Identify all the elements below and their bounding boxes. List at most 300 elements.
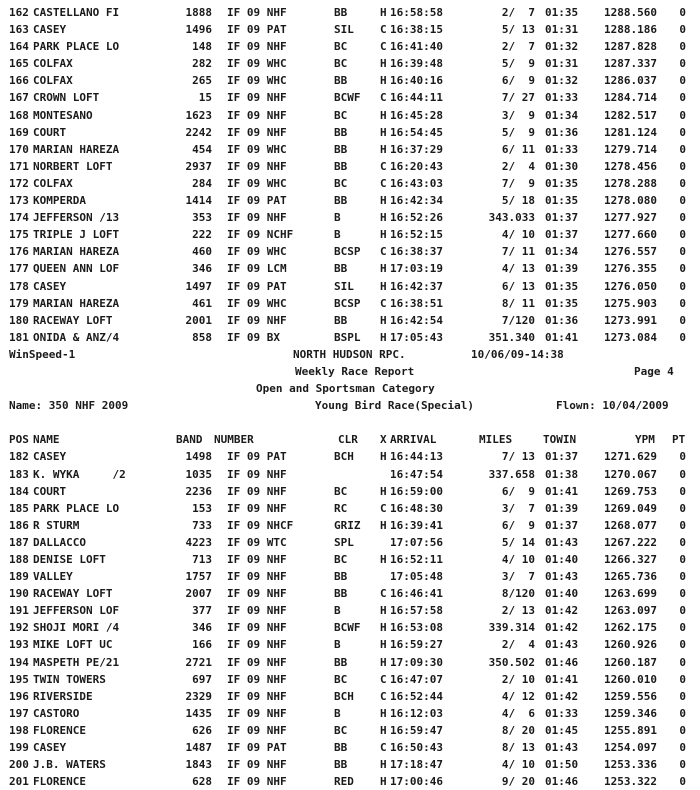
table-row: [9, 636, 692, 653]
cell-band: 461: [192, 296, 212, 310]
cell-x: H: [380, 108, 387, 122]
cell-pos: 162: [9, 6, 29, 19]
cell-pt: 0: [679, 655, 686, 669]
cell-number: IF 09 WHC: [227, 57, 287, 71]
cell-arrival: 16:37:29: [390, 142, 443, 156]
cell-band: 1487: [185, 741, 212, 755]
cell-ypm: 1266.327: [604, 553, 657, 566]
cell-pt: 0: [679, 211, 686, 225]
cell-arrival: 16:59:27: [390, 638, 443, 652]
cell-arrival: 16:43:03: [390, 176, 443, 190]
cell-pt: 0: [679, 296, 686, 310]
cell-arrival: 17:18:47: [390, 758, 443, 772]
cell-pt: 0: [679, 723, 686, 737]
cell-band: 1623: [185, 108, 212, 122]
cell-clr: SIL: [334, 23, 354, 37]
cell-pos: 193: [9, 638, 29, 652]
cell-x: H: [380, 262, 387, 276]
cell-clr: BCSP: [334, 245, 361, 259]
cell-towin: 01:35: [545, 176, 579, 190]
cell-name: COURT: [33, 484, 67, 498]
cell-ypm: 1277.927: [604, 211, 657, 225]
cell-clr: SPL: [334, 535, 354, 549]
race-type: Young Bird Race(Special): [315, 399, 474, 413]
cell-x: H: [380, 723, 387, 737]
cell-pt: 0: [679, 330, 686, 344]
cell-band: 2937: [185, 159, 212, 173]
cell-clr: BC: [334, 672, 348, 686]
table-row: [9, 226, 692, 243]
cell-pt: 0: [679, 125, 686, 139]
cell-pos: 176: [9, 245, 29, 259]
cell-ypm: 1276.050: [604, 279, 657, 293]
cell-ypm: 1270.067: [604, 467, 657, 481]
col-header-clr: CLR: [338, 433, 358, 447]
cell-band: 166: [192, 638, 212, 652]
cell-name: COLFAX: [33, 74, 73, 88]
cell-name: COURT: [33, 125, 67, 139]
cell-number: IF 09 NHF: [227, 159, 287, 173]
cell-name: DALLACCO: [33, 535, 86, 549]
cell-ypm: 1278.080: [604, 194, 657, 208]
cell-number: IF 09 NHF: [227, 467, 287, 481]
table-row: [9, 107, 692, 124]
cell-towin: 01:42: [545, 621, 579, 635]
table-row: [9, 448, 692, 465]
cell-band: 2001: [185, 313, 212, 327]
cell-ypm: 1271.629: [604, 450, 657, 464]
cell-number: IF 09 NHF: [227, 313, 287, 327]
cell-name: FLORENCE: [33, 723, 86, 737]
cell-arrival: 16:58:58: [390, 6, 443, 19]
cell-ypm: 1269.753: [604, 484, 657, 498]
cell-name: CASEY: [33, 741, 67, 755]
cell-pos: 171: [9, 159, 29, 173]
cell-name: FLORENCE: [33, 775, 86, 789]
cell-clr: B: [334, 228, 341, 242]
cell-pos: 181: [9, 330, 29, 344]
cell-ypm: 1260.010: [604, 672, 657, 686]
table-row: [9, 312, 692, 329]
cell-towin: 01:45: [545, 723, 579, 737]
cell-number: IF 09 PAT: [227, 741, 287, 755]
cell-band: 713: [192, 553, 212, 566]
cell-towin: 01:43: [545, 741, 579, 755]
cell-clr: SIL: [334, 279, 354, 293]
cell-name: MONTESANO: [33, 108, 93, 122]
table-row: [9, 619, 692, 636]
cell-ypm: 1287.337: [604, 57, 657, 71]
table-row: [9, 21, 692, 38]
table-row: [9, 705, 692, 722]
table-row: [9, 89, 692, 106]
cell-number: IF 09 NHF: [227, 655, 287, 669]
cell-pt: 0: [679, 518, 686, 532]
cell-pt: 0: [679, 621, 686, 635]
cell-pos: 180: [9, 313, 29, 327]
cell-pt: 0: [679, 638, 686, 652]
column-header-row: [9, 431, 692, 448]
cell-clr: BC: [334, 484, 348, 498]
cell-towin: 01:50: [545, 758, 579, 772]
cell-x: H: [380, 194, 387, 208]
cell-pt: 0: [679, 450, 686, 464]
cell-ypm: 1253.322: [604, 775, 657, 789]
cell-pt: 0: [679, 758, 686, 772]
cell-band: 1498: [185, 450, 212, 464]
cell-band: 1888: [185, 6, 212, 19]
cell-ypm: 1288.560: [604, 6, 657, 19]
cell-pos: 167: [9, 91, 29, 105]
cell-band: 1757: [185, 570, 212, 584]
cell-arrival: 17:09:30: [390, 655, 443, 669]
cell-pos: 189: [9, 570, 29, 584]
cell-x: H: [380, 228, 387, 242]
cell-pt: 0: [679, 91, 686, 105]
cell-number: IF 09 LCM: [227, 262, 287, 276]
cell-number: IF 09 NHF: [227, 758, 287, 772]
cell-name: JEFFERSON /13: [33, 211, 120, 225]
cell-number: IF 09 WHC: [227, 176, 287, 190]
cell-clr: B: [334, 604, 341, 618]
cell-arrival: 16:44:13: [390, 450, 443, 464]
cell-miles: 2/ 13: [501, 604, 535, 618]
cell-number: IF 09 NHF: [227, 689, 287, 703]
cell-arrival: 16:39:48: [390, 57, 443, 71]
cell-pt: 0: [679, 672, 686, 686]
cell-name: R STURM: [33, 518, 80, 532]
cell-x: H: [380, 604, 387, 618]
cell-band: 697: [192, 672, 212, 686]
table-row: [9, 124, 692, 141]
cell-pt: 0: [679, 279, 686, 293]
cell-number: IF 09 NHF: [227, 587, 287, 601]
cell-arrival: 16:52:26: [390, 211, 443, 225]
cell-number: IF 09 NHF: [227, 40, 287, 54]
col-header-arrival: ARRIVAL: [390, 433, 437, 447]
col-header-band: BAND: [176, 433, 203, 447]
cell-arrival: 16:47:07: [390, 672, 443, 686]
cell-pos: 168: [9, 108, 29, 122]
cell-miles: 7/ 9: [501, 176, 535, 190]
cell-arrival: 17:07:56: [390, 535, 443, 549]
cell-miles: 8/ 20: [501, 723, 535, 737]
cell-ypm: 1284.714: [604, 91, 657, 105]
cell-ypm: 1267.222: [604, 535, 657, 549]
cell-pt: 0: [679, 159, 686, 173]
cell-x: C: [380, 40, 387, 54]
report-header-line-4: [9, 397, 692, 414]
cell-towin: 01:35: [545, 279, 579, 293]
cell-towin: 01:38: [545, 467, 579, 481]
cell-x: H: [380, 6, 387, 19]
cell-band: 454: [192, 142, 212, 156]
cell-ypm: 1287.828: [604, 40, 657, 54]
cell-miles: 2/ 10: [501, 672, 535, 686]
cell-number: IF 09 WHC: [227, 142, 287, 156]
cell-band: 2329: [185, 689, 212, 703]
cell-clr: BC: [334, 40, 348, 54]
cell-name: COLFAX: [33, 176, 73, 190]
cell-band: 346: [192, 262, 212, 276]
cell-towin: 01:36: [545, 125, 579, 139]
cell-ypm: 1260.187: [604, 655, 657, 669]
col-header-pt: PT: [672, 433, 686, 447]
cell-towin: 01:35: [545, 194, 579, 208]
cell-pos: 187: [9, 535, 29, 549]
cell-towin: 01:37: [545, 211, 579, 225]
col-header-ypm: YPM: [635, 433, 655, 447]
cell-miles: 6/ 9: [501, 518, 535, 532]
cell-miles: 3/ 7: [501, 570, 535, 584]
cell-pos: 186: [9, 518, 29, 532]
table-row: [9, 756, 692, 773]
cell-pos: 166: [9, 74, 29, 88]
race-name-label: Name: 350 NHF 2009: [9, 399, 129, 413]
cell-pt: 0: [679, 57, 686, 71]
cell-towin: 01:39: [545, 501, 579, 515]
cell-band: 1496: [185, 23, 212, 37]
cell-x: C: [380, 91, 387, 105]
cell-band: 2007: [185, 587, 212, 601]
cell-clr: BCWF: [334, 91, 361, 105]
cell-name: MARIAN HAREZA: [33, 142, 120, 156]
cell-name: CROWN LOFT: [33, 91, 100, 105]
results-table-top: [9, 4, 692, 346]
cell-miles: 350.502: [488, 655, 535, 669]
cell-name: PARK PLACE LO: [33, 40, 120, 54]
cell-arrival: 16:42:54: [390, 313, 443, 327]
cell-number: IF 09 NHF: [227, 638, 287, 652]
cell-x: H: [380, 330, 387, 344]
cell-pos: 170: [9, 142, 29, 156]
cell-arrival: 16:20:43: [390, 159, 443, 173]
table-row: [9, 671, 692, 688]
cell-ypm: 1277.660: [604, 228, 657, 242]
cell-towin: 01:42: [545, 689, 579, 703]
cell-clr: B: [334, 638, 341, 652]
cell-pos: 188: [9, 553, 29, 566]
cell-arrival: 16:53:08: [390, 621, 443, 635]
cell-miles: 7/ 11: [501, 245, 535, 259]
cell-number: IF 09 NHF: [227, 553, 287, 566]
cell-towin: 01:41: [545, 672, 579, 686]
cell-pt: 0: [679, 23, 686, 37]
cell-clr: BB: [334, 6, 348, 19]
cell-pt: 0: [679, 535, 686, 549]
cell-miles: 5/ 13: [501, 23, 535, 37]
cell-miles: 3/ 7: [501, 501, 535, 515]
cell-name: CASEY: [33, 279, 67, 293]
cell-miles: 4/ 10: [501, 228, 535, 242]
cell-pt: 0: [679, 262, 686, 276]
cell-clr: B: [334, 211, 341, 225]
table-row: [9, 773, 692, 790]
cell-ypm: 1286.037: [604, 74, 657, 88]
cell-clr: BCSP: [334, 296, 361, 310]
cell-arrival: 16:52:15: [390, 228, 443, 242]
cell-band: 153: [192, 501, 212, 515]
cell-band: 1435: [185, 706, 212, 720]
cell-arrival: 16:42:37: [390, 279, 443, 293]
cell-pos: 164: [9, 40, 29, 54]
cell-miles: 6/ 13: [501, 279, 535, 293]
cell-clr: BB: [334, 125, 348, 139]
cell-towin: 01:43: [545, 638, 579, 652]
cell-pos: 194: [9, 655, 29, 669]
cell-arrival: 16:38:51: [390, 296, 443, 310]
cell-pos: 169: [9, 125, 29, 139]
table-row: [9, 72, 692, 89]
cell-band: 282: [192, 57, 212, 71]
table-row: [9, 278, 692, 295]
cell-towin: 01:40: [545, 553, 579, 566]
cell-pt: 0: [679, 689, 686, 703]
cell-pt: 0: [679, 775, 686, 789]
cell-band: 858: [192, 330, 212, 344]
cell-name: RACEWAY LOFT: [33, 313, 113, 327]
cell-miles: 8/120: [501, 587, 535, 601]
cell-number: IF 09 NHF: [227, 6, 287, 19]
cell-miles: 2/ 4: [501, 159, 535, 173]
cell-ypm: 1255.891: [604, 723, 657, 737]
cell-pt: 0: [679, 501, 686, 515]
cell-pos: 184: [9, 484, 29, 498]
cell-miles: 4/ 13: [501, 262, 535, 276]
blank-spacer: [9, 414, 692, 431]
cell-band: 1035: [185, 467, 212, 481]
cell-pos: 163: [9, 23, 29, 37]
cell-name: COLFAX: [33, 57, 73, 71]
cell-clr: BB: [334, 313, 348, 327]
cell-name: ONIDA & ANZ/4: [33, 330, 120, 344]
col-header-x: X: [380, 433, 387, 447]
cell-name: K. WYKA /2: [33, 467, 126, 481]
cell-towin: 01:39: [545, 262, 579, 276]
cell-pt: 0: [679, 40, 686, 54]
cell-number: IF 09 WHC: [227, 74, 287, 88]
cell-pt: 0: [679, 6, 686, 19]
cell-x: C: [380, 245, 387, 259]
cell-ypm: 1268.077: [604, 518, 657, 532]
cell-arrival: 16:52:11: [390, 553, 443, 566]
cell-arrival: 16:42:34: [390, 194, 443, 208]
cell-number: IF 09 NCHF: [227, 228, 294, 242]
cell-pt: 0: [679, 604, 686, 618]
cell-name: MARIAN HAREZA: [33, 296, 120, 310]
cell-number: IF 09 WHC: [227, 296, 287, 310]
cell-arrival: 16:59:47: [390, 723, 443, 737]
cell-ypm: 1278.456: [604, 159, 657, 173]
cell-towin: 01:36: [545, 313, 579, 327]
cell-x: H: [380, 553, 387, 566]
cell-name: RIVERSIDE: [33, 689, 93, 703]
table-row: [9, 534, 692, 551]
cell-arrival: 16:38:15: [390, 23, 443, 37]
cell-arrival: 16:50:43: [390, 741, 443, 755]
cell-x: C: [380, 672, 387, 686]
cell-clr: BCH: [334, 450, 354, 464]
cell-number: IF 09 WHC: [227, 245, 287, 259]
flown-date: Flown: 10/04/2009: [556, 399, 669, 413]
cell-towin: 01:37: [545, 228, 579, 242]
cell-miles: 4/ 10: [501, 553, 535, 566]
cell-number: IF 09 NHF: [227, 604, 287, 618]
cell-towin: 01:40: [545, 587, 579, 601]
cell-x: C: [380, 501, 387, 515]
cell-clr: B: [334, 706, 341, 720]
cell-name: MASPETH PE/21: [33, 655, 120, 669]
cell-band: 2236: [185, 484, 212, 498]
cell-name: J.B. WATERS: [33, 758, 106, 772]
cell-pos: 178: [9, 279, 29, 293]
cell-miles: 5/ 9: [501, 57, 535, 71]
cell-band: 2242: [185, 125, 212, 139]
cell-pos: 174: [9, 211, 29, 225]
cell-clr: RED: [334, 775, 354, 789]
cell-arrival: 16:52:44: [390, 689, 443, 703]
table-row: [9, 551, 692, 568]
cell-x: C: [380, 296, 387, 310]
cell-towin: 01:43: [545, 535, 579, 549]
cell-number: IF 09 NHCF: [227, 518, 294, 532]
cell-band: 1497: [185, 279, 212, 293]
table-row: [9, 38, 692, 55]
report-date-time: 10/06/09-14:38: [471, 347, 564, 361]
cell-towin: 01:43: [545, 570, 579, 584]
cell-miles: 8/ 11: [501, 296, 535, 310]
cell-x: H: [380, 57, 387, 71]
cell-band: 346: [192, 621, 212, 635]
cell-name: RACEWAY LOFT: [33, 587, 113, 601]
cell-number: IF 09 NHF: [227, 775, 287, 789]
cell-pt: 0: [679, 245, 686, 259]
cell-ypm: 1273.991: [604, 313, 657, 327]
cell-pt: 0: [679, 706, 686, 720]
cell-pt: 0: [679, 587, 686, 601]
cell-x: H: [380, 211, 387, 225]
cell-pos: 190: [9, 587, 29, 601]
cell-x: C: [380, 741, 387, 755]
cell-x: H: [380, 775, 387, 789]
cell-pos: 197: [9, 706, 29, 720]
club-name: NORTH HUDSON RPC.: [293, 347, 406, 361]
cell-band: 628: [192, 775, 212, 789]
cell-towin: 01:35: [545, 6, 579, 19]
cell-number: IF 09 NHF: [227, 706, 287, 720]
cell-clr: BB: [334, 74, 348, 88]
cell-x: H: [380, 279, 387, 293]
cell-number: IF 09 NHF: [227, 672, 287, 686]
cell-pt: 0: [679, 108, 686, 122]
cell-name: TRIPLE J LOFT: [33, 228, 120, 242]
cell-name: TWIN TOWERS: [33, 672, 106, 686]
cell-clr: BB: [334, 142, 348, 156]
cell-arrival: 17:05:48: [390, 570, 443, 584]
cell-clr: BB: [334, 194, 348, 208]
cell-miles: 4/ 10: [501, 758, 535, 772]
cell-pt: 0: [679, 570, 686, 584]
cell-number: IF 09 NHF: [227, 501, 287, 515]
cell-towin: 01:33: [545, 142, 579, 156]
cell-x: H: [380, 125, 387, 139]
table-row: [9, 722, 692, 739]
cell-number: IF 09 WTC: [227, 535, 287, 549]
cell-towin: 01:42: [545, 604, 579, 618]
col-header-miles: MILES: [479, 433, 513, 447]
cell-clr: BC: [334, 176, 348, 190]
cell-ypm: 1278.288: [604, 176, 657, 190]
